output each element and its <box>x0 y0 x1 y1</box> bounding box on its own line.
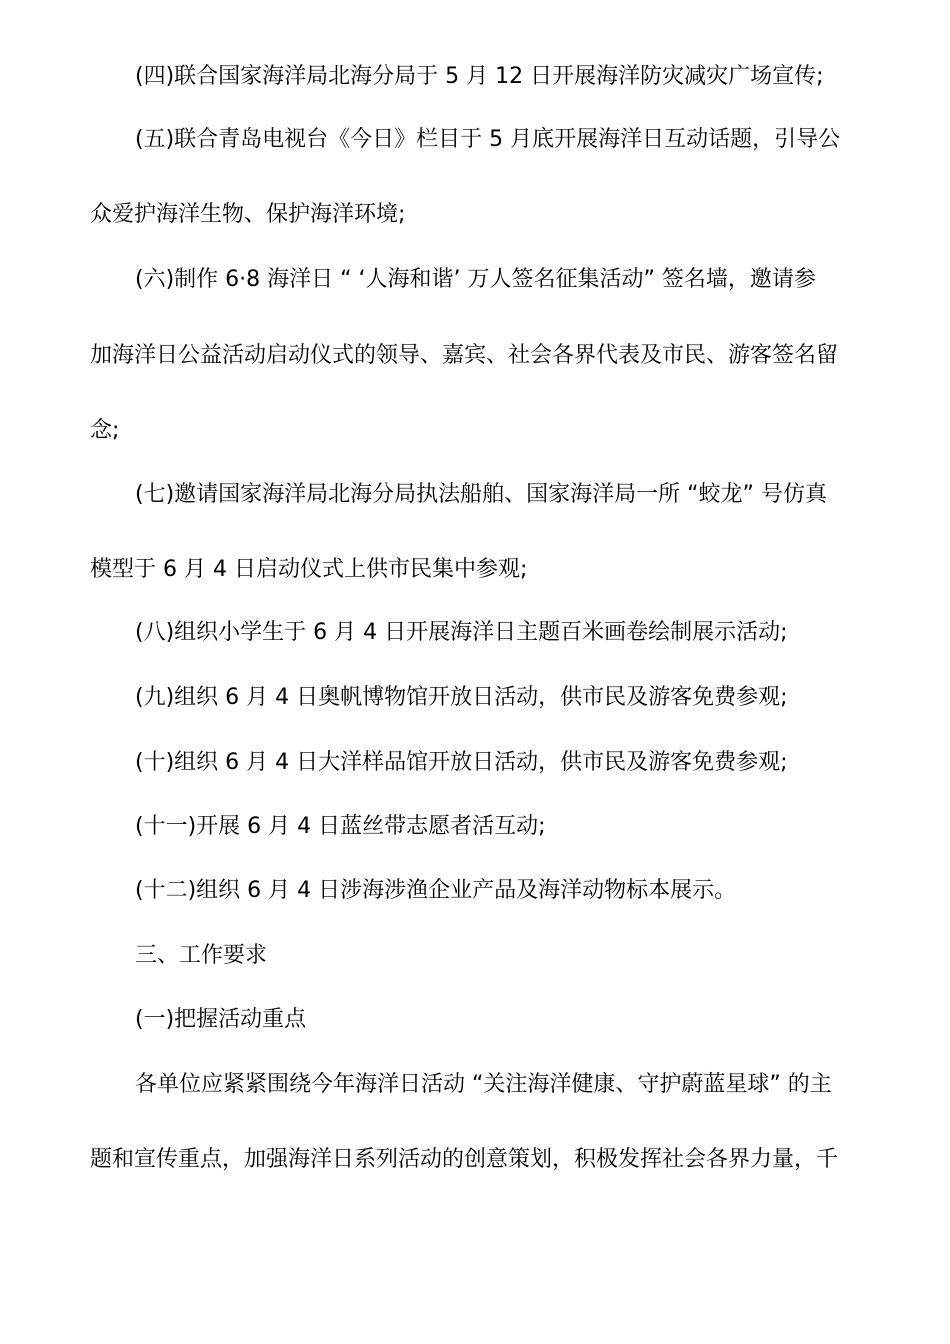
text-line: 模型于 6 月 4 日启动仪式上供市民集中参观; <box>90 557 528 582</box>
text-line: 念; <box>90 418 120 443</box>
subsection-heading: (一)把握活动重点 <box>135 1007 307 1032</box>
text-line: (四)联合国家海洋局北海分局于 5 月 12 日开展海洋防灾减灾广场宣传; <box>135 64 824 89</box>
text-line: 加海洋日公益活动启动仪式的领导、嘉宾、社会各界代表及市民、游客签名留 <box>90 343 839 368</box>
text-line: 题和宣传重点，加强海洋日系列活动的创意策划，积极发挥社会各界力量，千 <box>90 1147 839 1172</box>
text-line: (十一)开展 6 月 4 日蓝丝带志愿者活互动; <box>135 814 546 839</box>
text-line: (八)组织小学生于 6 月 4 日开展海洋日主题百米画卷绘制展示活动; <box>135 620 788 645</box>
text-line: (六)制作 6·8 海洋日 “ ‘人海和谐’ 万人签名征集活动” 签名墙，邀请参 <box>135 267 816 292</box>
text-line: (九)组织 6 月 4 日奥帆博物馆开放日活动，供市民及游客免费参观; <box>135 685 788 710</box>
text-line: (七)邀请国家海洋局北海分局执法船舶、国家海洋局一所 “蛟龙” 号仿真 <box>135 482 827 507</box>
section-heading: 三、工作要求 <box>135 943 268 968</box>
text-line: (五)联合青岛电视台《今日》栏目于 5 月底开展海洋日互动话题，引导公 <box>135 127 841 152</box>
text-line: 各单位应紧紧围绕今年海洋日活动 “关注海洋健康、守护蔚蓝星球” 的主 <box>135 1072 832 1097</box>
text-line: 众爱护海洋生物、保护海洋环境; <box>90 202 406 227</box>
text-line: (十)组织 6 月 4 日大洋样品馆开放日活动，供市民及游客免费参观; <box>135 750 788 775</box>
text-line: (十二)组织 6 月 4 日涉海涉渔企业产品及海洋动物标本展示。 <box>135 878 737 903</box>
